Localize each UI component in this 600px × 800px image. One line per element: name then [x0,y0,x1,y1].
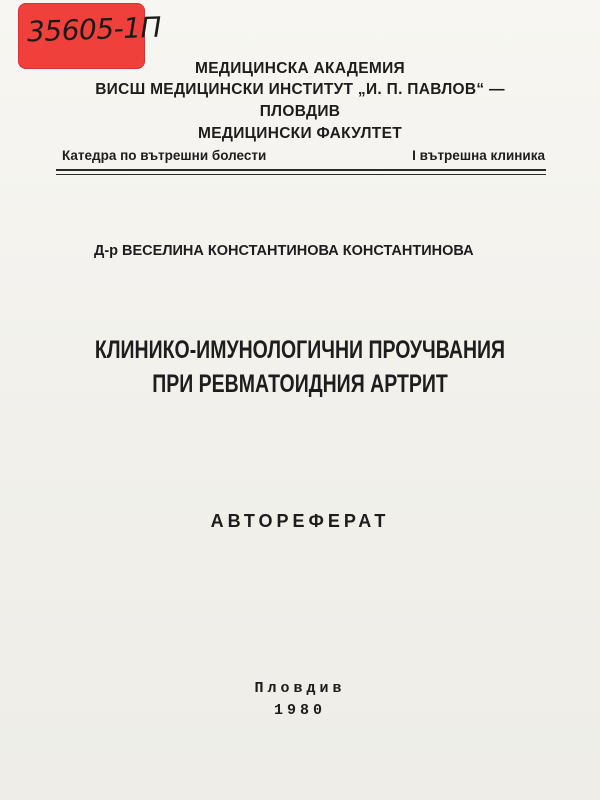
faculty-name: МЕДИЦИНСКИ ФАКУЛТЕТ [198,125,402,142]
title-line-1: КЛИНИКО-ИМУНОЛОГИЧНИ ПРОУЧВАНИЯ [94,336,506,364]
clinic-name: I вътрешна клиника [412,148,545,163]
academy-name: МЕДИЦИНСКА АКАДЕМИЯ [195,60,405,77]
department-name: Катедра по вътрешни болести [62,148,267,163]
author-name: Д-р ВЕСЕЛИНА КОНСТАНТИНОВА КОНСТАНТИНОВА [94,243,474,259]
institute-city: ПЛОВДИВ [259,103,341,120]
imprint-city: Пловдив [254,680,346,697]
title-line-2: ПРИ РЕВМАТОИДНИЯ АРТРИТ [152,370,448,398]
header-rule [56,169,546,171]
header-rule-thin [56,174,546,175]
institute-name: ВИСШ МЕДИЦИНСКИ ИНСТИТУТ „И. П. ПАВЛОВ“ — [95,81,505,98]
stamp-number: 35605-1П [26,10,162,49]
imprint-year: 1980 [273,702,326,719]
document-genre: АВТОРЕФЕРАТ [210,511,390,531]
